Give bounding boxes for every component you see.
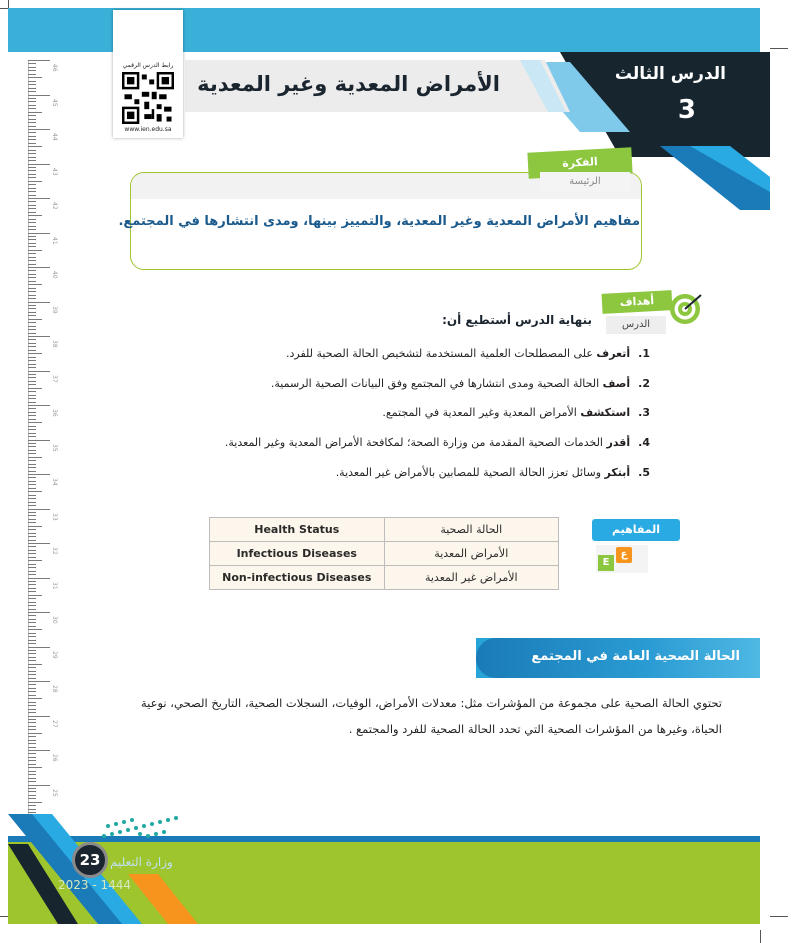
ruler-tick: [28, 295, 36, 296]
ruler-tick: [28, 270, 36, 271]
ruler-tick: [28, 322, 36, 323]
ruler-tick: [28, 412, 36, 413]
ruler-tick: [28, 98, 36, 99]
ruler-tick: [28, 678, 36, 679]
concept-en: Non-infectious Diseases: [210, 566, 385, 590]
ruler-tick: [28, 150, 36, 151]
ruler-tick: [28, 291, 36, 292]
ruler-tick: [28, 474, 50, 475]
table-row: [210, 518, 559, 542]
concept-ar: الحالة الصحية: [384, 518, 558, 542]
lesson-label: الدرس الثالث: [614, 64, 726, 84]
ruler-tick: [28, 791, 36, 792]
ruler-tick: [28, 181, 42, 182]
ruler-tick: [28, 740, 36, 741]
ruler-tick: [28, 360, 36, 361]
ruler-number: 26: [51, 754, 58, 762]
ruler-tick: [28, 809, 36, 810]
ruler-tick: [28, 395, 36, 396]
ruler-tick: [28, 429, 36, 430]
ruler-tick: [28, 132, 36, 133]
ruler-tick: [28, 371, 50, 372]
ruler-tick: [28, 453, 36, 454]
ruler-tick: [28, 243, 36, 244]
ruler-number: 37: [51, 374, 58, 383]
ruler-tick: [28, 767, 42, 768]
ruler-number: 46: [51, 64, 58, 72]
ruler-tick: [28, 408, 36, 409]
ruler-tick: [28, 436, 36, 437]
ruler-number: 30: [51, 616, 58, 624]
ruler-tick: [28, 70, 36, 71]
ministry-name: وزارة التعليم: [110, 855, 173, 869]
ruler-tick: [28, 629, 42, 630]
ruler-tick: [28, 274, 36, 275]
ruler-tick: [28, 319, 42, 320]
ruler-tick: [28, 674, 36, 675]
objectives-badge: [598, 286, 706, 340]
ruler-tick: [28, 95, 50, 96]
ruler-tick: [28, 726, 36, 727]
ruler-tick: [28, 443, 36, 444]
ruler-number: 29: [51, 650, 58, 659]
section-paragraph-line-1: تحتوي الحالة الصحية على مجموعة من المؤشرات مثل: معدلات الأمراض، الوفيات، السجلات الصحية، التاريخ الصحي، نوعية: [140, 696, 722, 710]
ruler-tick: [28, 805, 36, 806]
ruler-tick: [28, 684, 36, 685]
ruler-tick: [28, 491, 42, 492]
ruler-tick: [28, 716, 50, 717]
ruler-tick: [28, 595, 42, 596]
ruler-tick: [28, 136, 36, 137]
ruler-number: 42: [51, 202, 58, 210]
ruler-tick: [28, 564, 36, 565]
ruler-tick: [28, 681, 50, 682]
ruler-tick: [28, 477, 36, 478]
ruler-number: 32: [51, 547, 58, 555]
ruler-tick: [28, 184, 36, 185]
ruler-tick: [28, 153, 36, 154]
concepts-table: [209, 517, 559, 590]
ruler-tick: [28, 402, 36, 403]
ruler-tick: [28, 757, 36, 758]
ruler-tick: [28, 495, 36, 496]
ruler-number: 38: [51, 340, 58, 348]
ruler-tick: [28, 277, 36, 278]
ruler-tick: [28, 671, 36, 672]
ruler-tick: [28, 753, 36, 754]
ruler-tick: [28, 388, 42, 389]
ruler-tick: [28, 101, 36, 102]
qr-code-icon[interactable]: [122, 72, 174, 124]
ruler-tick: [28, 533, 36, 534]
ruler-tick: [28, 778, 36, 779]
ruler-tick: [28, 398, 36, 399]
objective-item: 1.أتعرف على المصطلحات العلمية المستخدمة لتشخيص الحالة الصحية للفرد.: [286, 347, 650, 360]
ruler-tick: [28, 108, 36, 109]
concept-en: Health Status: [210, 518, 385, 542]
ruler-tick: [28, 129, 50, 130]
ruler-tick: [28, 609, 36, 610]
ruler-tick: [28, 619, 36, 620]
objective-item: 2.أصف الحالة الصحية ومدى انتشارها في المجتمع وفق البيانات الصحية الرسمية.: [270, 377, 650, 390]
ruler-tick: [28, 212, 36, 213]
ruler-tick: [28, 502, 36, 503]
ruler-tick: [28, 146, 42, 147]
ruler-tick: [28, 264, 36, 265]
ruler-tick: [28, 615, 36, 616]
main-idea-text: مفاهيم الأمراض المعدية وغير المعدية، والتمييز بينها، ومدى انتشارها في المجتمع.: [118, 214, 640, 229]
footer-year: 2023 - 1444: [58, 878, 132, 892]
ruler-tick: [28, 557, 36, 558]
ruler-number: 33: [51, 512, 58, 521]
ruler-tick: [28, 112, 42, 113]
ruler-tick: [28, 260, 36, 261]
ruler-tick: [28, 647, 50, 648]
ruler-tick: [28, 74, 36, 75]
ruler-tick: [28, 63, 36, 64]
ruler-tick: [28, 471, 36, 472]
ruler-tick: [28, 622, 36, 623]
ruler-tick: [28, 702, 36, 703]
ruler-tick: [28, 164, 50, 165]
ruler-tick: [28, 88, 36, 89]
ruler-tick: [28, 122, 36, 123]
ruler-tick: [28, 177, 36, 178]
ruler-tick: [28, 612, 50, 613]
ruler-tick: [28, 198, 50, 199]
ruler-tick: [28, 143, 36, 144]
ruler-tick: [28, 367, 36, 368]
ruler-tick: [28, 712, 36, 713]
main-idea-tab-subtitle: الرئيسة: [540, 172, 630, 192]
ruler-tick: [28, 560, 42, 561]
objectives-badge-subtitle: الدرس: [606, 316, 666, 334]
ruler-tick: [28, 650, 36, 651]
arabic-letter-icon: ع: [616, 547, 632, 563]
ruler-tick: [28, 553, 36, 554]
ruler-tick: [28, 298, 36, 299]
ruler-tick: [28, 743, 36, 744]
ruler-tick: [28, 512, 36, 513]
ruler-tick: [28, 733, 42, 734]
ruler-tick: [28, 246, 36, 247]
ruler-tick: [28, 219, 36, 220]
ruler-tick: [28, 281, 36, 282]
ruler-tick: [28, 191, 36, 192]
ruler-tick: [28, 643, 36, 644]
ruler-tick: [28, 488, 36, 489]
ruler-tick: [28, 215, 42, 216]
ruler-number: 35: [51, 443, 58, 452]
ruler-number: 36: [51, 409, 58, 417]
ruler-tick: [28, 633, 36, 634]
ruler-tick: [28, 457, 42, 458]
ruler-tick: [28, 446, 36, 447]
ruler-tick: [28, 798, 36, 799]
ruler-tick: [28, 605, 36, 606]
ruler-tick: [28, 526, 42, 527]
table-row: [210, 542, 559, 566]
ruler-tick: [28, 688, 36, 689]
ruler-tick: [28, 546, 36, 547]
ruler-tick: [28, 481, 36, 482]
ruler-tick: [28, 574, 36, 575]
objectives-intro: بنهاية الدرس أستطيع أن:: [442, 313, 592, 327]
ruler-tick: [28, 540, 36, 541]
objective-item: 4.أقدر الخدمات الصحية المقدمة من وزارة الصحة؛ لمكافحة الأمراض المعدية وغير المعدية.: [224, 436, 650, 449]
ruler-tick: [28, 709, 36, 710]
ruler-tick: [28, 519, 36, 520]
ruler-tick: [28, 315, 36, 316]
ruler-tick: [28, 771, 36, 772]
ruler-tick: [28, 81, 36, 82]
ruler-tick: [28, 105, 36, 106]
ruler-tick: [28, 467, 36, 468]
ruler-tick: [28, 222, 36, 223]
ruler-tick: [28, 343, 36, 344]
ruler-tick: [28, 626, 36, 627]
ruler-tick: [28, 550, 36, 551]
objectives-badge-title: أهداف: [602, 290, 673, 314]
ruler-number: 41: [51, 236, 58, 245]
ruler-tick: [28, 336, 50, 337]
ruler-tick: [28, 722, 36, 723]
objective-item: 5.أبتكر وسائل تعزز الحالة الصحية للمصابين بالأمراض غير المعدية.: [335, 466, 650, 479]
concept-en: Infectious Diseases: [210, 542, 385, 566]
ruler-tick: [28, 591, 36, 592]
ruler-tick: [28, 543, 50, 544]
ruler-tick: [28, 705, 36, 706]
ruler-tick: [28, 305, 36, 306]
ruler-tick: [28, 640, 36, 641]
ruler-tick: [28, 578, 50, 579]
ruler-tick: [28, 67, 36, 68]
ruler-tick: [28, 384, 36, 385]
concepts-badge-title: المفاهيم: [592, 519, 680, 541]
english-letter-icon: E: [598, 555, 614, 571]
ruler-tick: [28, 326, 36, 327]
ruler-tick: [28, 312, 36, 313]
ruler-tick: [28, 698, 42, 699]
ruler-tick: [28, 747, 36, 748]
ruler-tick: [28, 339, 36, 340]
main-idea-tab: [524, 150, 632, 192]
ruler-tick: [28, 419, 36, 420]
ruler-tick: [28, 239, 36, 240]
ruler-tick: [28, 522, 36, 523]
ruler-tick: [28, 284, 42, 285]
ruler-number: 39: [51, 305, 58, 314]
ruler-tick: [28, 667, 36, 668]
ruler-tick: [28, 346, 36, 347]
qr-card[interactable]: [113, 10, 183, 138]
ruler-tick: [28, 426, 36, 427]
ruler-tick: [28, 381, 36, 382]
ruler-tick: [28, 415, 36, 416]
ruler-tick: [28, 802, 42, 803]
ruler-tick: [28, 764, 36, 765]
ruler-number: 25: [51, 788, 58, 797]
ruler-tick: [28, 657, 36, 658]
ruler-tick: [28, 160, 36, 161]
ruler-tick: [28, 60, 50, 61]
ruler-tick: [28, 588, 36, 589]
ruler-tick: [28, 333, 36, 334]
ruler-tick: [28, 729, 36, 730]
section-title: الحالة الصحية العامة في المجتمع: [531, 649, 740, 664]
ruler-tick: [28, 695, 36, 696]
ruler-tick: [28, 736, 36, 737]
ruler-tick: [28, 440, 50, 441]
ruler-tick: [28, 188, 36, 189]
ruler-tick: [28, 357, 36, 358]
ruler-tick: [28, 257, 36, 258]
ruler-tick: [28, 464, 36, 465]
ruler-tick: [28, 785, 50, 786]
ruler-tick: [28, 750, 50, 751]
ruler-tick: [28, 126, 36, 127]
ruler-tick: [28, 170, 36, 171]
ruler-tick: [28, 250, 42, 251]
ruler-tick: [28, 460, 36, 461]
ruler-tick: [28, 505, 36, 506]
ruler-tick: [28, 119, 36, 120]
ruler-tick: [28, 391, 36, 392]
ruler-tick: [28, 660, 36, 661]
table-row: [210, 566, 559, 590]
objective-item: 3.استكشف الأمراض المعدية وغير المعدية في المجتمع.: [382, 406, 650, 419]
ruler-tick: [28, 812, 36, 813]
ruler-tick: [28, 302, 50, 303]
ruler-number: 45: [51, 98, 58, 107]
ruler-tick: [28, 691, 36, 692]
qr-url[interactable]: www.ien.edu.sa: [124, 126, 172, 133]
ruler-tick: [28, 201, 36, 202]
ruler-tick: [28, 498, 36, 499]
ruler-number: 44: [51, 133, 58, 141]
ruler-tick: [28, 405, 50, 406]
ruler-tick: [28, 167, 36, 168]
ruler-number: 40: [51, 271, 58, 279]
ruler-tick: [28, 288, 36, 289]
ruler-tick: [28, 529, 36, 530]
ruler-tick: [28, 509, 50, 510]
ruler-number: 28: [51, 685, 58, 693]
concept-ar: الأمراض غير المعدية: [384, 566, 558, 590]
ruler-tick: [28, 377, 36, 378]
ruler-tick: [28, 433, 36, 434]
qr-label: رابط الدرس الرقمي: [122, 62, 174, 69]
ruler-tick: [28, 364, 36, 365]
ruler-tick: [28, 602, 36, 603]
ruler-tick: [28, 174, 36, 175]
ruler-tick: [28, 233, 50, 234]
ruler-tick: [28, 788, 36, 789]
ruler-tick: [28, 598, 36, 599]
ruler-tick: [28, 536, 36, 537]
title-bar-edge: [500, 60, 570, 112]
ruler-tick: [28, 567, 36, 568]
ruler-tick: [28, 781, 36, 782]
ruler-tick: [28, 353, 42, 354]
ruler-tick: [28, 329, 36, 330]
ruler-tick: [28, 653, 36, 654]
ruler-tick: [28, 450, 36, 451]
ruler-tick: [28, 350, 36, 351]
ruler-tick: [28, 208, 36, 209]
ruler-tick: [28, 374, 36, 375]
ruler-tick: [28, 139, 36, 140]
ruler-tick: [28, 267, 50, 268]
ruler-tick: [28, 636, 36, 637]
section-paragraph-line-2: الحياة، وغيرها من المؤشرات الصحية التي تحدد الحالة الصحية للفرد والمجتمع .: [348, 722, 722, 736]
ruler-tick: [28, 571, 36, 572]
ruler-tick: [28, 760, 36, 761]
ruler-tick: [28, 84, 36, 85]
ruler-number: 43: [51, 167, 58, 176]
ruler-tick: [28, 195, 36, 196]
ruler-tick: [28, 308, 36, 309]
concepts-badge: [588, 515, 682, 575]
target-icon: [668, 292, 702, 326]
ruler-tick: [28, 515, 36, 516]
ruler-tick: [28, 229, 36, 230]
ruler-tick: [28, 484, 36, 485]
ruler-tick: [28, 719, 36, 720]
ruler-tick: [28, 115, 36, 116]
ruler-number: 34: [51, 478, 58, 486]
ruler-tick: [28, 236, 36, 237]
ruler-number: 27: [51, 719, 58, 728]
ruler-tick: [28, 205, 36, 206]
ruler-tick: [28, 253, 36, 254]
ministry-logo-icon: [96, 812, 186, 844]
lesson-title: الأمراض المعدية وغير المعدية: [197, 72, 500, 96]
ruler-tick: [28, 584, 36, 585]
ruler-tick: [28, 774, 36, 775]
ruler-tick: [28, 91, 36, 92]
ruler-tick: [28, 157, 36, 158]
ruler-tick: [28, 581, 36, 582]
ruler-tick: [28, 77, 42, 78]
ruler-tick: [28, 226, 36, 227]
ruler-tick: [28, 664, 42, 665]
ruler-tick: [28, 795, 36, 796]
main-idea-tab-title: الفكرة: [527, 147, 632, 178]
lesson-number: 3: [677, 95, 696, 125]
page-number: 23: [72, 842, 108, 878]
ruler-number: 31: [51, 581, 58, 590]
ruler-tick: [28, 422, 42, 423]
concept-ar: الأمراض المعدية: [384, 542, 558, 566]
